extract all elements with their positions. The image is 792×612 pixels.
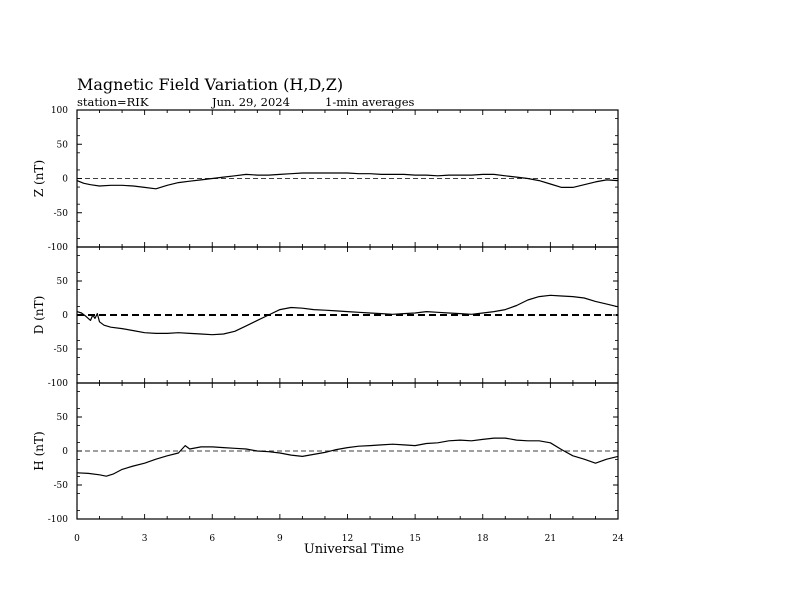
x-tick-label: 21 — [544, 534, 557, 544]
panel-z — [32, 106, 618, 253]
y-tick-label-d: -50 — [53, 345, 68, 355]
panel-h — [32, 383, 618, 525]
x-tick-label: 12 — [341, 534, 354, 544]
date-label: Jun. 29, 2024 — [212, 95, 290, 109]
y-tick-label-h: 0 — [62, 447, 68, 457]
y-tick-label-z: -100 — [47, 243, 68, 253]
x-tick-label: 15 — [409, 534, 421, 544]
averaging-label: 1-min averages — [325, 95, 415, 109]
y-tick-label-d: 50 — [56, 277, 68, 287]
y-tick-label-z: -50 — [53, 208, 68, 219]
y-axis-label-z: Z (nT) — [32, 159, 46, 198]
y-tick-label-d: -100 — [47, 379, 68, 389]
figure-title: Magnetic Field Variation (H,D,Z) — [77, 75, 344, 94]
y-tick-label-d: 0 — [62, 311, 68, 321]
panel-d — [32, 247, 618, 389]
x-axis-label: Universal Time — [303, 542, 405, 557]
x-tick-label: 6 — [209, 534, 216, 544]
x-tick-label: 0 — [74, 534, 80, 544]
panels-group — [32, 106, 618, 525]
x-tick-label: 3 — [141, 534, 148, 544]
station-label: station=RIK — [77, 95, 149, 109]
series-line-z — [77, 173, 618, 189]
y-tick-label-h: 50 — [56, 413, 68, 423]
y-tick-label-z: 0 — [62, 174, 68, 185]
x-tick-label: 18 — [477, 534, 489, 544]
series-line-h — [77, 438, 618, 476]
y-tick-label-z: 50 — [56, 140, 68, 151]
y-tick-label-z: 100 — [50, 106, 68, 116]
y-tick-label-h: -50 — [53, 481, 68, 491]
y-tick-label-h: -100 — [47, 515, 68, 525]
y-axis-label-h: H (nT) — [32, 431, 46, 471]
x-tick-label: 9 — [277, 534, 283, 544]
x-tick-label: 24 — [612, 534, 624, 544]
y-axis-label-d: D (nT) — [32, 295, 46, 335]
